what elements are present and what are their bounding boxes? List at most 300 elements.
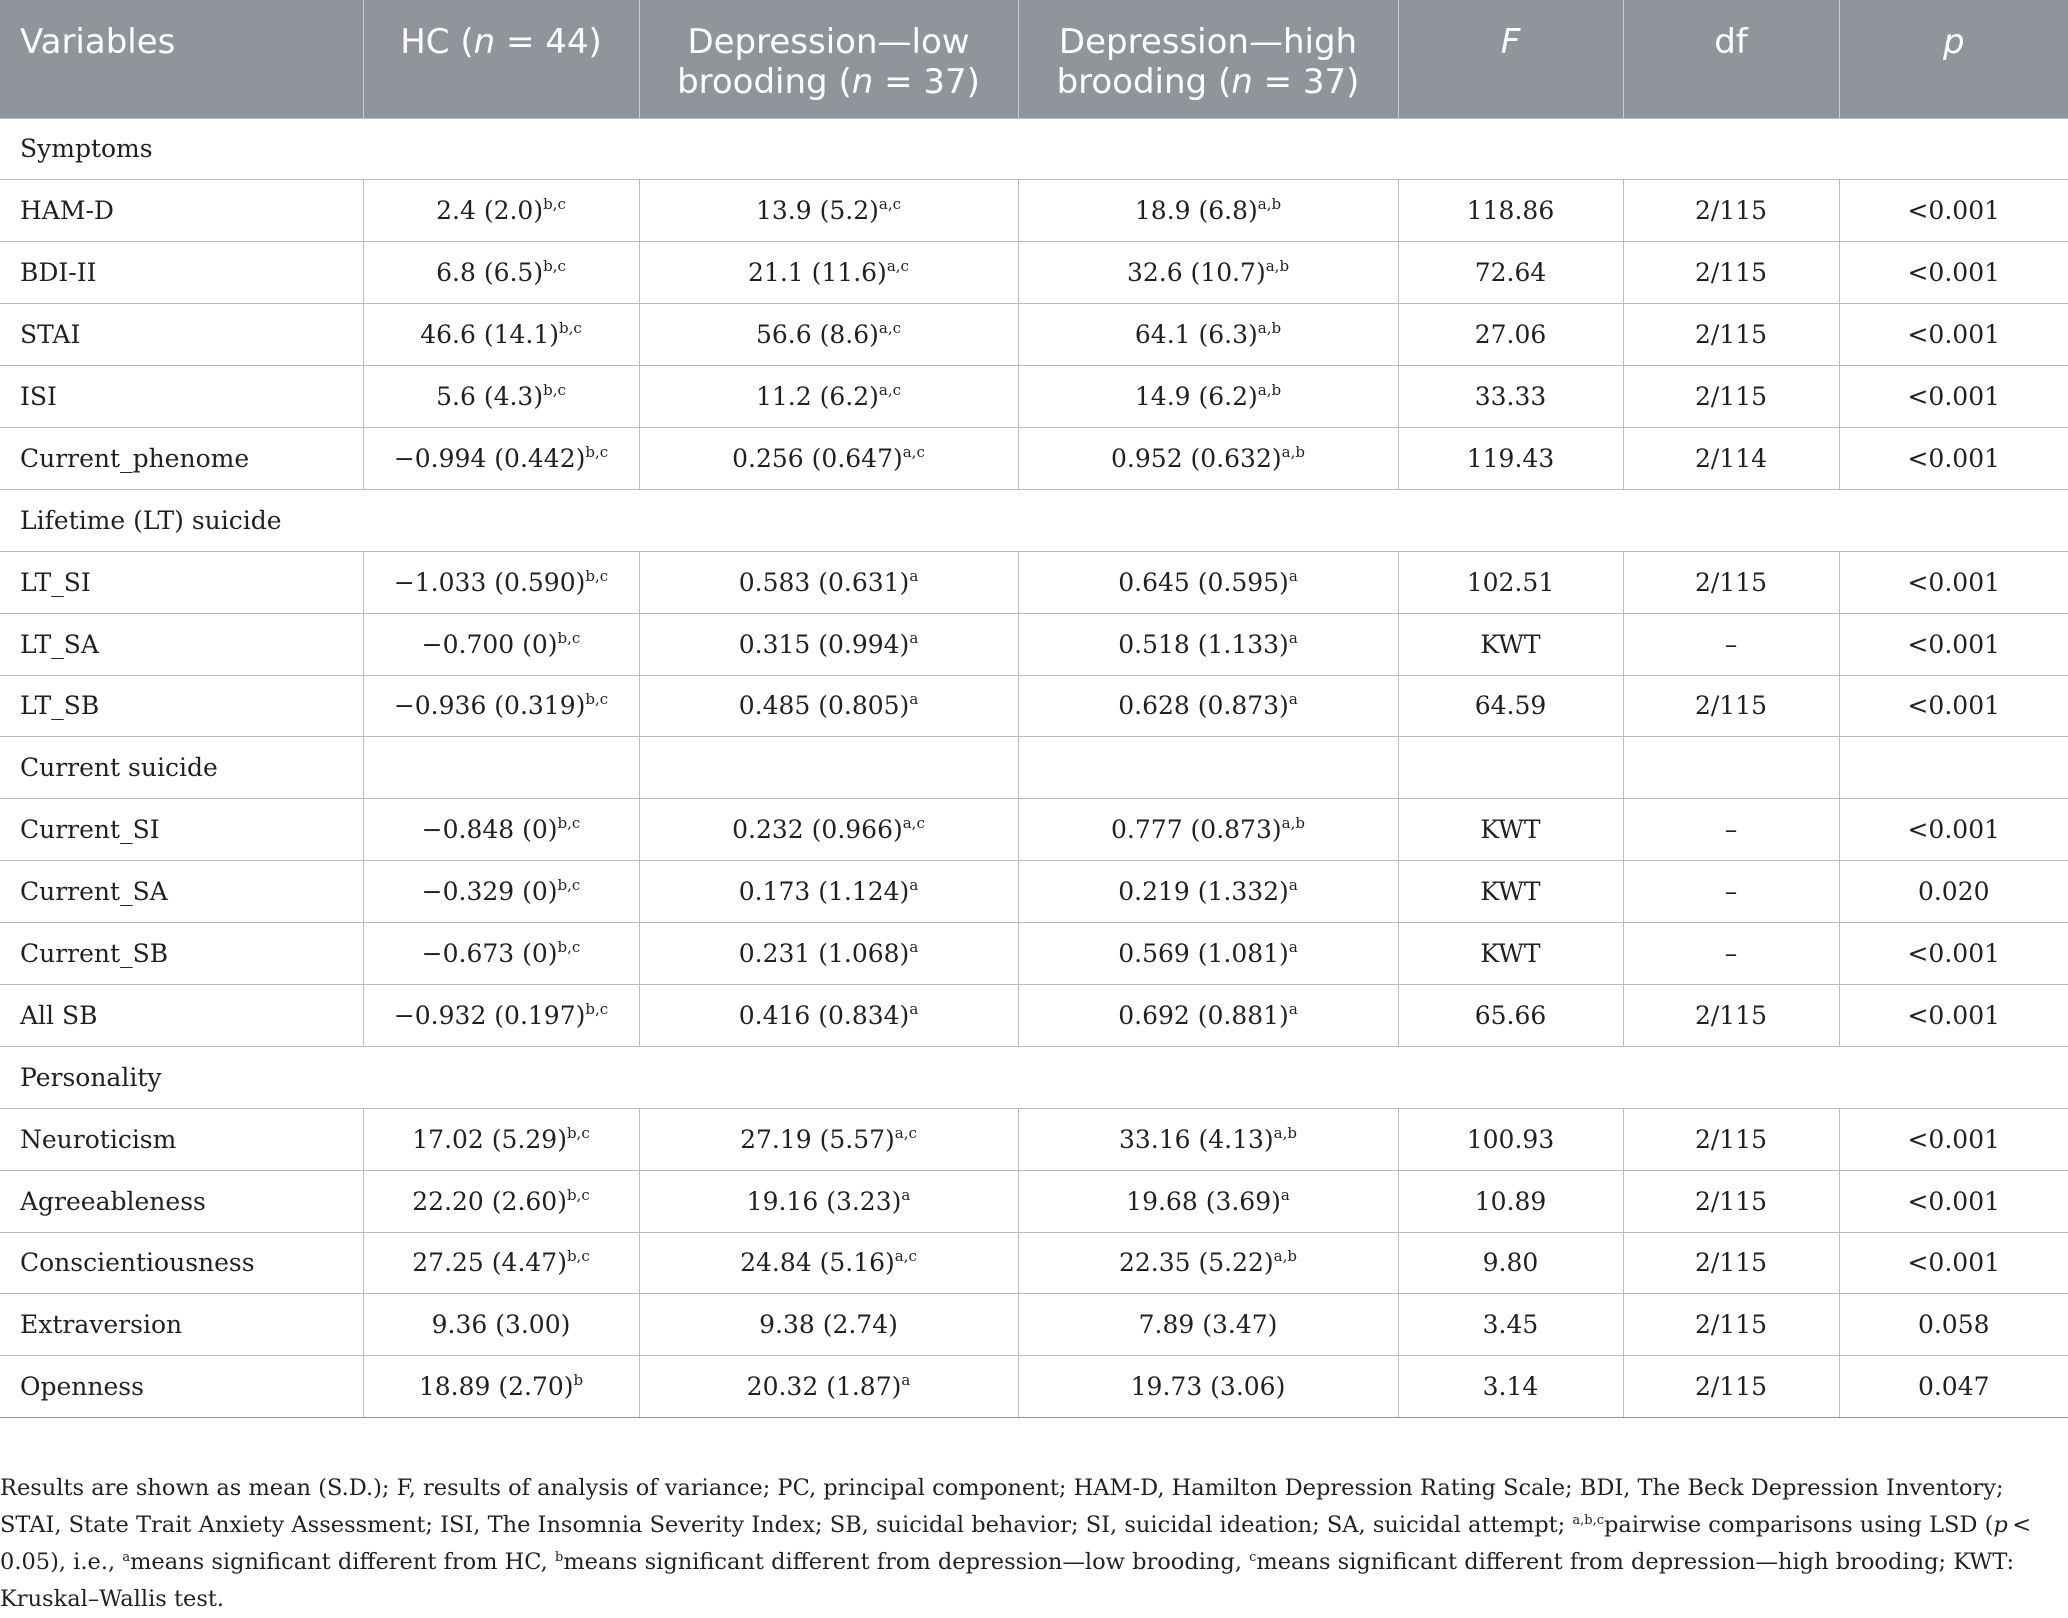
hc-value-cell xyxy=(363,1108,639,1170)
p-value-cell xyxy=(1839,551,2068,613)
f-value-text: 100.93 xyxy=(1466,1124,1555,1154)
f-value-cell xyxy=(1398,242,1623,304)
variable-name-text: All SB xyxy=(20,1000,98,1030)
p-value-cell xyxy=(1839,304,2068,366)
low-brooding-value-text: 0.231 (1.068) xyxy=(738,939,910,969)
table-footnote: Results are shown as mean (S.D.); F, results of analysis of variance; PC, principal component; HAM-D, Hamilton Depression Rating Scale; BDI, The Beck Depression Inventory; STAI, State Trait Anxiety Assessment; ISI, The Insomnia Severity Index; SB, suicidal behavior; SI, suicidal ideation; SA, suicidal attempt; $^{a,b,c}$pairwise comparisons using LSD (p < 0.05), i.e., $^a$means significant different from HC, $^b$means significant different from depression—low brooding, $^c$means significant different from depression—high brooding; KWT: Kruskal–Wallis test. xyxy=(0,1475,2036,1612)
df-value-cell xyxy=(1623,427,1839,489)
significance-superscript: a xyxy=(1288,628,1298,647)
p-value-text: <0.001 xyxy=(1907,691,2001,721)
high-brooding-value-cell xyxy=(1018,427,1398,489)
low-brooding-value-text: 11.2 (6.2) xyxy=(755,382,879,411)
hc-value-text: −1.033 (0.590) xyxy=(393,567,586,597)
significance-superscript: a xyxy=(909,938,919,957)
f-value-cell xyxy=(1398,304,1623,366)
significance-superscript: b,c xyxy=(543,257,566,276)
low-brooding-value-text: 19.16 (3.23) xyxy=(746,1186,902,1216)
df-value-text: 2/115 xyxy=(1694,1372,1768,1402)
significance-superscript: b,c xyxy=(557,876,581,895)
variable-name-text: Extraversion xyxy=(20,1310,183,1340)
hc-value-cell xyxy=(363,366,639,428)
low-brooding-value-cell xyxy=(639,613,1018,675)
df-value-cell xyxy=(1623,923,1839,985)
high-brooding-value-text: 7.89 (3.47) xyxy=(1138,1310,1278,1340)
variable-name-cell xyxy=(0,923,363,985)
significance-superscript: a xyxy=(1288,876,1298,895)
f-value-text: 119.43 xyxy=(1466,443,1555,473)
p-value-text: <0.001 xyxy=(1907,815,2001,845)
p-value-cell xyxy=(1839,613,2068,675)
hc-value-text: −0.673 (0) xyxy=(421,939,558,969)
variable-name-text: STAI xyxy=(20,320,81,350)
low-brooding-value-text: 20.32 (1.87) xyxy=(746,1372,902,1402)
table-row xyxy=(0,1294,2068,1356)
p-value-cell xyxy=(1839,1294,2068,1356)
empty-cell xyxy=(1018,737,1398,799)
high-brooding-value-cell xyxy=(1018,1170,1398,1232)
high-brooding-value-cell xyxy=(1018,799,1398,861)
df-value-cell xyxy=(1623,242,1839,304)
significance-superscript: a xyxy=(1288,999,1298,1018)
high-brooding-value-text: 0.219 (1.332) xyxy=(1118,877,1289,907)
hc-value-text: −0.700 (0) xyxy=(421,629,558,659)
hc-value-text: 22.20 (2.60) xyxy=(412,1186,567,1216)
df-value-cell xyxy=(1623,1294,1839,1356)
variable-name-text: Current_SI xyxy=(20,815,160,845)
hc-value-cell xyxy=(363,1356,639,1418)
df-value-cell xyxy=(1623,984,1839,1046)
high-brooding-value-text: 14.9 (6.2) xyxy=(1134,382,1258,411)
variable-name-cell xyxy=(0,675,363,737)
p-value-text: <0.001 xyxy=(1907,1000,2001,1030)
p-value-cell xyxy=(1839,675,2068,737)
f-value-text: 72.64 xyxy=(1474,258,1547,288)
header-row xyxy=(0,0,2068,118)
f-value-cell xyxy=(1398,923,1623,985)
p-value-text: <0.001 xyxy=(1907,258,2001,288)
hc-value-cell xyxy=(363,984,639,1046)
high-brooding-value-cell xyxy=(1018,613,1398,675)
df-value-text: 2/115 xyxy=(1694,1186,1768,1216)
df-value-cell xyxy=(1623,861,1839,923)
significance-superscript: a xyxy=(909,566,919,585)
high-brooding-value-cell xyxy=(1018,675,1398,737)
p-value-text: <0.001 xyxy=(1907,196,2001,226)
empty-cell xyxy=(1839,737,2068,799)
high-brooding-value-text: 0.692 (0.881) xyxy=(1118,1000,1289,1030)
variable-name-text: Current_phenome xyxy=(20,443,250,473)
hc-value-cell xyxy=(363,799,639,861)
hc-value-cell xyxy=(363,1294,639,1356)
f-value-text: 10.89 xyxy=(1474,1186,1547,1216)
df-value-cell xyxy=(1623,675,1839,737)
df-value-cell xyxy=(1623,1356,1839,1418)
table-row xyxy=(0,984,2068,1046)
hc-value-cell xyxy=(363,551,639,613)
significance-superscript: b,c xyxy=(585,690,609,709)
p-value-cell xyxy=(1839,923,2068,985)
table-row xyxy=(0,923,2068,985)
df-value-cell xyxy=(1623,1170,1839,1232)
variable-name-cell xyxy=(0,799,363,861)
p-value-cell xyxy=(1839,1170,2068,1232)
low-brooding-value-text: 0.416 (0.834) xyxy=(738,1000,910,1030)
f-value-cell xyxy=(1398,1108,1623,1170)
hc-value-cell xyxy=(363,304,639,366)
f-value-cell xyxy=(1398,551,1623,613)
variable-name-cell xyxy=(0,1170,363,1232)
significance-superscript: b,c xyxy=(557,628,581,647)
header-variables: Variables xyxy=(0,0,363,118)
hc-value-cell xyxy=(363,861,639,923)
table-row xyxy=(0,427,2068,489)
f-value-cell xyxy=(1398,1232,1623,1294)
hc-value-cell xyxy=(363,1170,639,1232)
hc-value-text: 17.02 (5.29) xyxy=(412,1124,567,1154)
df-value-text: – xyxy=(1724,815,1738,845)
significance-superscript: a xyxy=(901,1185,911,1204)
header-p: p xyxy=(1942,22,1965,62)
f-value-text: 33.33 xyxy=(1474,382,1547,411)
high-brooding-value-cell xyxy=(1018,1294,1398,1356)
hc-value-text: 46.6 (14.1) xyxy=(420,320,559,350)
significance-superscript: a,b xyxy=(1257,195,1282,214)
hc-value-text: 27.25 (4.47) xyxy=(412,1248,567,1278)
empty-cell xyxy=(363,737,639,799)
df-value-text: 2/115 xyxy=(1694,320,1768,350)
variable-name-text: Current_SB xyxy=(20,939,169,969)
low-brooding-value-text: 24.84 (5.16) xyxy=(740,1248,895,1278)
significance-superscript: b,c xyxy=(557,814,581,833)
f-value-text: 9.80 xyxy=(1482,1248,1539,1278)
hc-value-text: −0.936 (0.319) xyxy=(393,691,586,721)
variable-name-text: Current_SA xyxy=(20,877,168,907)
variable-name-cell xyxy=(0,551,363,613)
variable-name-text: LT_SA xyxy=(20,629,99,659)
section-label: Lifetime (LT) suicide xyxy=(0,489,2068,551)
variable-name-cell xyxy=(0,1108,363,1170)
variable-name-cell xyxy=(0,242,363,304)
significance-superscript: a xyxy=(901,1371,911,1390)
low-brooding-value-cell xyxy=(639,1356,1018,1418)
f-value-text: KWT xyxy=(1480,877,1541,907)
p-value-text: <0.001 xyxy=(1907,443,2001,473)
p-value-cell xyxy=(1839,427,2068,489)
f-value-cell xyxy=(1398,1294,1623,1356)
table-row xyxy=(0,799,2068,861)
high-brooding-value-cell xyxy=(1018,984,1398,1046)
f-value-cell xyxy=(1398,180,1623,242)
significance-superscript: a xyxy=(909,690,919,709)
p-value-cell xyxy=(1839,180,2068,242)
p-value-cell xyxy=(1839,1356,2068,1418)
p-value-cell xyxy=(1839,799,2068,861)
significance-superscript: b,c xyxy=(566,1123,590,1142)
p-value-text: 0.020 xyxy=(1917,877,1990,907)
f-value-text: KWT xyxy=(1480,629,1541,659)
variable-name-text: HAM-D xyxy=(20,196,114,226)
low-brooding-value-text: 9.38 (2.74) xyxy=(759,1310,898,1340)
significance-superscript: a xyxy=(909,628,919,647)
significance-superscript: b xyxy=(573,1371,584,1390)
table-row xyxy=(0,1108,2068,1170)
variable-name-text: Agreeableness xyxy=(20,1186,206,1216)
high-brooding-value-text: 33.16 (4.13) xyxy=(1118,1124,1274,1154)
high-brooding-value-cell xyxy=(1018,861,1398,923)
hc-value-text: 5.6 (4.3) xyxy=(436,382,544,411)
significance-superscript: a,b xyxy=(1257,319,1282,338)
low-brooding-value-text: 0.485 (0.805) xyxy=(738,691,910,721)
variable-name-text: LT_SI xyxy=(20,567,91,597)
high-brooding-value-cell xyxy=(1018,923,1398,985)
low-brooding-value-cell xyxy=(639,1294,1018,1356)
section-label: Symptoms xyxy=(0,118,2068,180)
variable-name-text: Conscientiousness xyxy=(20,1248,255,1278)
variable-name-text: ISI xyxy=(20,382,57,411)
low-brooding-value-cell xyxy=(639,675,1018,737)
low-brooding-value-text: 13.9 (5.2) xyxy=(755,196,879,226)
df-value-cell xyxy=(1623,180,1839,242)
significance-superscript: b,c xyxy=(585,566,609,585)
table-header xyxy=(0,0,2068,118)
f-value-text: 65.66 xyxy=(1474,1000,1547,1030)
hc-value-cell xyxy=(363,613,639,675)
variable-name-text: Neuroticism xyxy=(20,1124,177,1154)
df-value-text: 2/115 xyxy=(1694,196,1768,226)
f-value-text: 27.06 xyxy=(1474,320,1547,350)
p-value-text: <0.001 xyxy=(1907,567,2001,597)
df-value-cell xyxy=(1623,551,1839,613)
hc-value-text: 9.36 (3.00) xyxy=(431,1310,571,1340)
high-brooding-value-text: 18.9 (6.8) xyxy=(1134,196,1258,226)
section-row xyxy=(0,118,2068,180)
hc-value-cell xyxy=(363,923,639,985)
high-brooding-value-text: 0.569 (1.081) xyxy=(1118,939,1289,969)
p-value-text: <0.001 xyxy=(1907,1248,2001,1278)
significance-superscript: a,c xyxy=(894,1247,917,1266)
low-brooding-value-text: 27.19 (5.57) xyxy=(740,1124,895,1154)
significance-superscript: a,c xyxy=(878,319,901,338)
high-brooding-value-text: 19.68 (3.69) xyxy=(1126,1186,1281,1216)
variable-name-cell xyxy=(0,613,363,675)
variable-name-text: LT_SB xyxy=(20,691,100,721)
table-row xyxy=(0,304,2068,366)
high-brooding-value-text: 19.73 (3.06) xyxy=(1130,1372,1286,1402)
df-value-text: 2/115 xyxy=(1694,1000,1768,1030)
table-body xyxy=(0,118,2068,1418)
table-row xyxy=(0,242,2068,304)
p-value-text: <0.001 xyxy=(1907,629,2001,659)
f-value-text: 3.45 xyxy=(1482,1310,1539,1340)
df-value-text: 2/115 xyxy=(1694,1124,1768,1154)
significance-superscript: b,c xyxy=(566,1185,590,1204)
significance-superscript: a,b xyxy=(1281,442,1305,461)
p-value-cell xyxy=(1839,1108,2068,1170)
significance-superscript: a,c xyxy=(894,1123,917,1142)
empty-cell xyxy=(639,737,1018,799)
significance-superscript: b,c xyxy=(543,381,566,399)
f-value-cell xyxy=(1398,1170,1623,1232)
hc-value-cell xyxy=(363,675,639,737)
low-brooding-value-cell xyxy=(639,551,1018,613)
df-value-cell xyxy=(1623,366,1839,428)
high-brooding-value-cell xyxy=(1018,1356,1398,1418)
hc-value-cell xyxy=(363,427,639,489)
empty-cell xyxy=(1623,737,1839,799)
significance-superscript: a xyxy=(1288,690,1298,709)
p-value-text: <0.001 xyxy=(1907,1186,2001,1216)
empty-cell xyxy=(1398,737,1623,799)
section-label: Current suicide xyxy=(0,737,363,799)
df-value-cell xyxy=(1623,1232,1839,1294)
significance-superscript: b,c xyxy=(557,938,581,957)
df-value-text: 2/114 xyxy=(1694,443,1768,473)
hc-value-text: −0.932 (0.197) xyxy=(393,1000,586,1030)
header-df: df xyxy=(1623,0,1839,118)
significance-superscript: a xyxy=(1288,938,1298,957)
f-value-cell xyxy=(1398,861,1623,923)
df-value-cell xyxy=(1623,799,1839,861)
high-brooding-value-cell xyxy=(1018,180,1398,242)
f-value-text: 118.86 xyxy=(1466,196,1555,226)
low-brooding-value-cell xyxy=(639,799,1018,861)
f-value-text: KWT xyxy=(1480,815,1541,845)
p-value-cell xyxy=(1839,861,2068,923)
significance-superscript: a xyxy=(909,876,919,895)
df-value-cell xyxy=(1623,304,1839,366)
low-brooding-value-text: 0.232 (0.966) xyxy=(732,815,903,845)
table-row xyxy=(0,180,2068,242)
significance-superscript: a,c xyxy=(886,257,909,276)
high-brooding-value-text: 0.952 (0.632) xyxy=(1111,443,1282,473)
high-brooding-value-text: 22.35 (5.22) xyxy=(1118,1248,1274,1278)
high-brooding-value-cell xyxy=(1018,304,1398,366)
variable-name-cell xyxy=(0,1232,363,1294)
hc-value-cell xyxy=(363,1232,639,1294)
p-value-cell xyxy=(1839,984,2068,1046)
f-value-text: 3.14 xyxy=(1482,1372,1539,1402)
df-value-text: – xyxy=(1724,877,1738,907)
high-brooding-value-cell xyxy=(1018,366,1398,428)
high-brooding-value-text: 0.645 (0.595) xyxy=(1118,567,1289,597)
p-value-text: <0.001 xyxy=(1907,382,2001,411)
low-brooding-value-cell xyxy=(639,304,1018,366)
significance-superscript: a xyxy=(1288,566,1298,585)
table-row xyxy=(0,1170,2068,1232)
section-row xyxy=(0,737,2068,799)
section-row xyxy=(0,489,2068,551)
f-value-cell xyxy=(1398,1356,1623,1418)
variable-name-cell xyxy=(0,180,363,242)
df-value-text: 2/115 xyxy=(1694,691,1768,721)
variable-name-cell xyxy=(0,1294,363,1356)
p-value-text: 0.047 xyxy=(1917,1372,1990,1402)
df-value-text: 2/115 xyxy=(1694,382,1768,411)
low-brooding-value-text: 21.1 (11.6) xyxy=(748,258,887,288)
hc-value-text: −0.329 (0) xyxy=(421,877,558,907)
f-value-cell xyxy=(1398,799,1623,861)
f-value-cell xyxy=(1398,984,1623,1046)
header-depression-high: Depression—high brooding (n = 37) xyxy=(1018,0,1398,118)
hc-value-text: 6.8 (6.5) xyxy=(436,258,544,288)
high-brooding-value-text: 0.518 (1.133) xyxy=(1118,629,1289,659)
low-brooding-value-cell xyxy=(639,427,1018,489)
significance-superscript: a,c xyxy=(878,195,901,214)
high-brooding-value-cell xyxy=(1018,1232,1398,1294)
p-value-text: <0.001 xyxy=(1907,1124,2001,1154)
section-label: Personality xyxy=(0,1046,2068,1108)
high-brooding-value-text: 0.777 (0.873) xyxy=(1111,815,1282,845)
variable-name-text: BDI-II xyxy=(20,258,97,288)
f-value-cell xyxy=(1398,366,1623,428)
header-hc: HC (n = 44) xyxy=(363,0,639,118)
low-brooding-value-cell xyxy=(639,1232,1018,1294)
low-brooding-value-cell xyxy=(639,984,1018,1046)
p-value-cell xyxy=(1839,242,2068,304)
df-value-text: – xyxy=(1724,939,1738,969)
low-brooding-value-cell xyxy=(639,180,1018,242)
table-row xyxy=(0,613,2068,675)
table-row xyxy=(0,366,2068,428)
table-row xyxy=(0,551,2068,613)
hc-value-text: −0.848 (0) xyxy=(421,815,558,845)
significance-superscript: b,c xyxy=(559,319,582,338)
df-value-text: – xyxy=(1724,629,1738,659)
significance-superscript: a,b xyxy=(1281,814,1305,833)
variable-name-cell xyxy=(0,1356,363,1418)
df-value-text: 2/115 xyxy=(1694,1248,1768,1278)
df-value-text: 2/115 xyxy=(1694,258,1768,288)
significance-superscript: b,c xyxy=(543,195,566,214)
p-value-text: <0.001 xyxy=(1907,939,2001,969)
variable-name-cell xyxy=(0,304,363,366)
hc-value-text: −0.994 (0.442) xyxy=(393,443,586,473)
header-depression-low: Depression—low brooding (n = 37) xyxy=(639,0,1018,118)
df-value-cell xyxy=(1623,613,1839,675)
high-brooding-value-cell xyxy=(1018,242,1398,304)
table-row xyxy=(0,1356,2068,1418)
f-value-cell xyxy=(1398,427,1623,489)
variable-name-cell xyxy=(0,427,363,489)
variable-name-cell xyxy=(0,984,363,1046)
low-brooding-value-cell xyxy=(639,861,1018,923)
significance-superscript: a xyxy=(1280,1185,1290,1204)
table-row xyxy=(0,675,2068,737)
significance-superscript: b,c xyxy=(585,999,609,1018)
low-brooding-value-text: 0.256 (0.647) xyxy=(732,443,903,473)
table-row xyxy=(0,861,2068,923)
hc-value-cell xyxy=(363,180,639,242)
variable-name-cell xyxy=(0,861,363,923)
low-brooding-value-cell xyxy=(639,366,1018,428)
low-brooding-value-cell xyxy=(639,923,1018,985)
low-brooding-value-cell xyxy=(639,1108,1018,1170)
df-value-text: 2/115 xyxy=(1694,1310,1768,1340)
header-f: F xyxy=(1398,0,1623,118)
table-row xyxy=(0,1232,2068,1294)
high-brooding-value-cell xyxy=(1018,1108,1398,1170)
df-value-text: 2/115 xyxy=(1694,567,1768,597)
f-value-cell xyxy=(1398,675,1623,737)
high-brooding-value-text: 32.6 (10.7) xyxy=(1126,258,1266,288)
variable-name-text: Openness xyxy=(20,1372,144,1402)
f-value-text: 64.59 xyxy=(1474,691,1547,721)
p-value-text: 0.058 xyxy=(1917,1310,1990,1340)
f-value-text: 102.51 xyxy=(1466,567,1555,597)
low-brooding-value-text: 0.583 (0.631) xyxy=(738,567,910,597)
f-value-text: KWT xyxy=(1480,939,1541,969)
significance-superscript: a,c xyxy=(902,442,925,461)
